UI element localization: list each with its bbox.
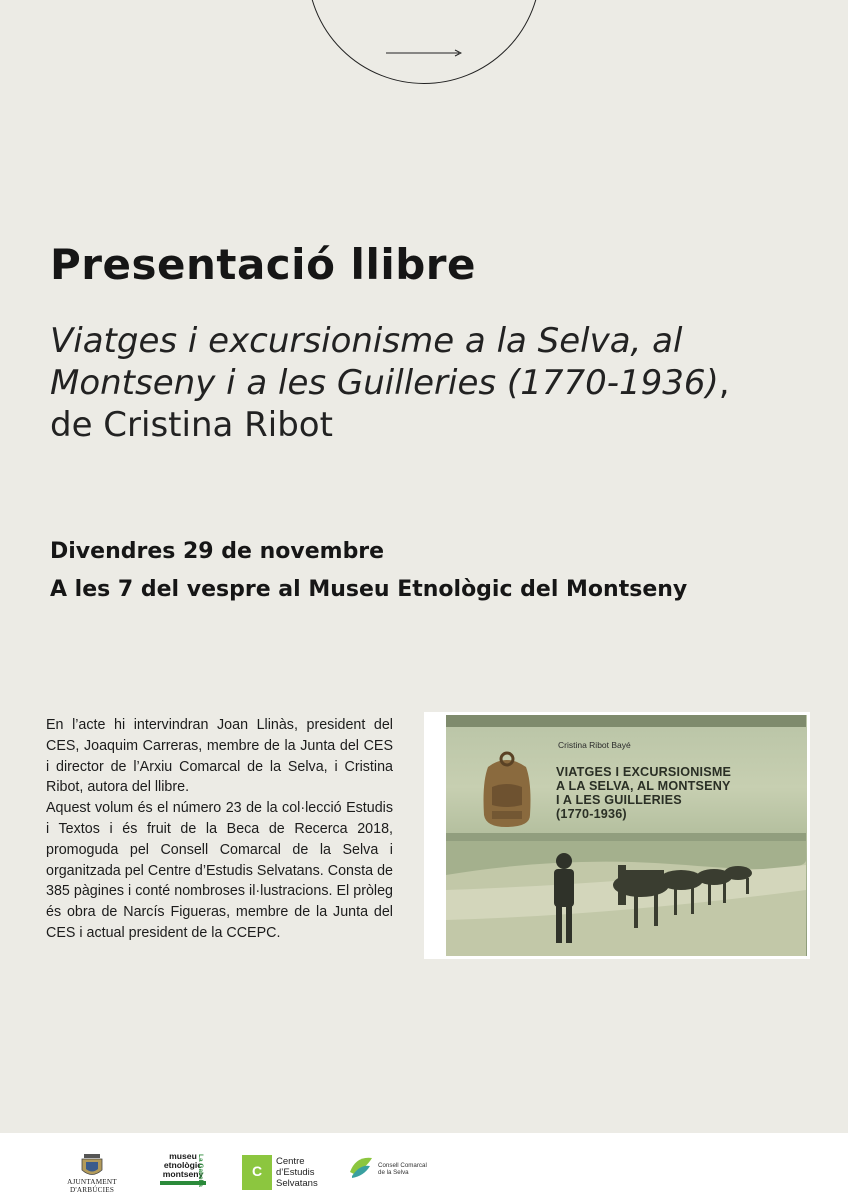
- cover-illustration: [446, 715, 806, 956]
- description-paragraph: En l’acte hi intervindran Joan Llinàs, president del CES, Joaquim Carreras, membre de la Junta del CES i director de l’Arxiu Comarcal de la Selva, i Cristina Ribot, autora del llibre.: [46, 717, 393, 796]
- decorative-circle: [307, 0, 541, 84]
- book-cover: [446, 715, 807, 956]
- logo-ces-mark: C: [242, 1155, 272, 1190]
- cover-author: Cristina Ribot Bayé: [558, 740, 631, 750]
- description: [46, 715, 393, 944]
- event-date: Divendres 29 de novembre: [50, 539, 385, 564]
- logo-ces-line: d’Estudis: [276, 1167, 315, 1178]
- cover-title-line: I A LES GUILLERIES: [556, 793, 682, 807]
- consell-leaf-icon: [346, 1150, 376, 1182]
- logo-ajuntament-arbucies: [46, 1152, 138, 1192]
- logo-museu-side-text: La Gabella: [197, 1154, 204, 1187]
- logo-centre-estudis-selvatans: [242, 1155, 322, 1193]
- page-title: Presentació llibre: [50, 240, 477, 289]
- logo-consell-text: [378, 1162, 427, 1177]
- cover-title-line: (1770-1936): [556, 807, 627, 821]
- cover-title-line: VIATGES I EXCURSIONISME: [556, 765, 732, 779]
- event-time-place: A les 7 del vespre al Museu Etnològic del Montseny: [50, 577, 688, 602]
- logo-ces-text: [276, 1156, 318, 1189]
- logo-museu-line: etnològic: [163, 1160, 203, 1170]
- subtitle: [50, 320, 750, 446]
- logo-arbucies-text: AJUNTAMENT D'ARBÚCIES: [67, 1178, 117, 1194]
- cover-title: [556, 765, 806, 821]
- coat-of-arms-icon: [46, 1152, 138, 1180]
- book-author: , de Cristina Ribot: [50, 363, 730, 445]
- cover-title-line: A LA SELVA, AL MONTSENY: [556, 779, 731, 793]
- logo-consell-line: Consell Comarcal: [378, 1162, 427, 1169]
- backpack-illustration: [484, 753, 531, 827]
- logo-ces-line: Selvatans: [276, 1178, 318, 1189]
- logo-consell-line: de la Selva: [378, 1169, 409, 1177]
- book-title: Viatges i excursionisme a la Selva, al Montseny i a les Guilleries (1770-1936): [50, 321, 719, 403]
- logo-museu-etnologic: [158, 1150, 218, 1192]
- logo-museu-line: montseny: [162, 1169, 204, 1179]
- arrow-right-icon: [386, 48, 462, 58]
- logo-ces-line: Centre: [276, 1156, 305, 1167]
- description-paragraph: Aquest volum és el número 23 de la col·lecció Estudis i Textos i és fruit de la Beca de Recerca 2018, promoguda pel Consell Comarcal de la Selva i organitzada pel Centre d’Estudis Selvatans. Consta de 385 pàgines i conté nombroses il·lustracions. El pròleg és obra de Narcís Figueras, membre de la Junta del CES i actual president de la CCEPC.: [46, 800, 393, 941]
- event-details: [50, 533, 687, 609]
- logo-consell-comarcal: [346, 1150, 426, 1190]
- book-cover-image: [424, 712, 810, 959]
- logo-museu-line: museu: [169, 1151, 197, 1161]
